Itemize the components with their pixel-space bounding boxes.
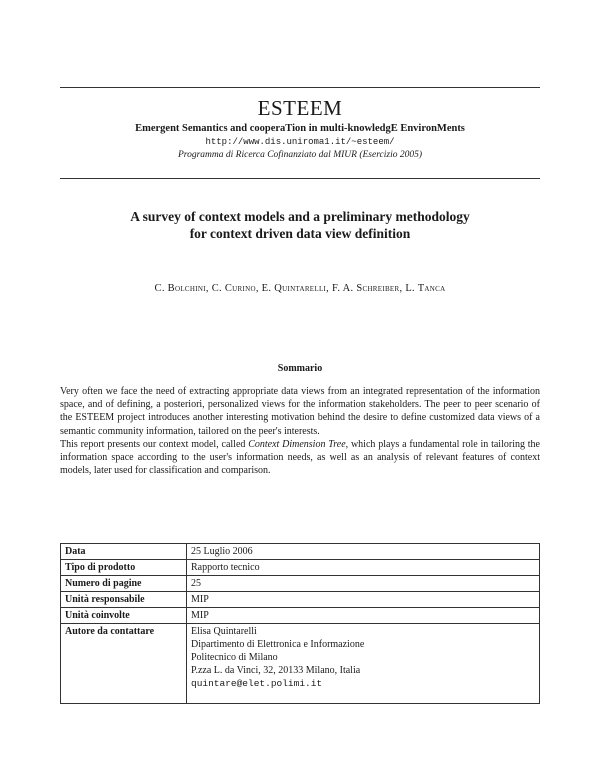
abstract-text: , which plays a fundamental role in tailoring the information space according to the user's information needs, as well as an analysis of relevant features of context models, later used for classification and comparison. bbox=[60, 438, 540, 477]
top-rule bbox=[60, 87, 540, 88]
contact-institution: Politecnico di Milano bbox=[191, 652, 278, 663]
project-funding: Programma di Ricerca Cofinanziato dal MIUR (Esercizio 2005) bbox=[177, 150, 423, 160]
bottom-rule bbox=[60, 178, 540, 179]
project-acronym: ESTEEM bbox=[257, 96, 343, 120]
contact-name: Elisa Quintarelli bbox=[191, 626, 257, 637]
table-row bbox=[61, 560, 540, 576]
report-title: A survey of context models and a preliminary methodology for context driven data view definition bbox=[130, 209, 470, 241]
abstract-heading: Sommario bbox=[277, 363, 323, 374]
row-value: MIP bbox=[187, 592, 540, 608]
row-label: Unità responsabile bbox=[61, 592, 187, 608]
project-full-name: Emergent Semantics and cooperaTion in multi-knowledgE EnvironMents bbox=[135, 123, 465, 134]
table-row bbox=[61, 576, 540, 592]
row-value: MIP bbox=[187, 608, 540, 624]
contact-email-link[interactable]: quintare@elet.polimi.it bbox=[191, 678, 323, 689]
table-row bbox=[61, 608, 540, 624]
row-value: 25 Luglio 2006 bbox=[187, 544, 540, 560]
contact-details bbox=[187, 624, 540, 704]
abstract-emphasis: Context Dimension Tree bbox=[248, 438, 346, 450]
row-label: Tipo di prodotto bbox=[61, 560, 187, 576]
abstract-paragraph-2 bbox=[60, 438, 540, 478]
abstract-text: This report presents our context model, called bbox=[60, 438, 249, 450]
contact-address: P.zza L. da Vinci, 32, 20133 Milano, Italia bbox=[191, 665, 361, 676]
row-label: Numero di pagine bbox=[61, 576, 187, 592]
row-label: Autore da contattare bbox=[61, 624, 187, 704]
row-label: Data bbox=[61, 544, 187, 560]
table-row bbox=[61, 592, 540, 608]
table-row bbox=[61, 544, 540, 560]
project-url-link[interactable]: http://www.dis.uniroma1.it/~esteem/ bbox=[205, 137, 395, 147]
table-row bbox=[61, 624, 540, 704]
abstract-paragraph-1: Very often we face the need of extracting appropriate data views from an integrated representation of the information space, and of defining, a posteriori, personalized views for the information stakeholders. The peer to peer scenario of the ESTEEM project introduces another interesting motivation behind the desire to define customized data views of a semantic community information, tailored on the peer's interests. bbox=[60, 386, 540, 437]
authors: C. Bolchini, C. Curino, E. Quintarelli, F. A. Schreiber, L. Tanca bbox=[154, 283, 446, 294]
abstract-body bbox=[60, 385, 540, 477]
row-value: 25 bbox=[187, 576, 540, 592]
contact-department: Dipartimento di Elettronica e Informazione bbox=[191, 639, 365, 650]
row-label: Unità coinvolte bbox=[61, 608, 187, 624]
row-value: Rapporto tecnico bbox=[187, 560, 540, 576]
report-info-table bbox=[60, 543, 540, 704]
